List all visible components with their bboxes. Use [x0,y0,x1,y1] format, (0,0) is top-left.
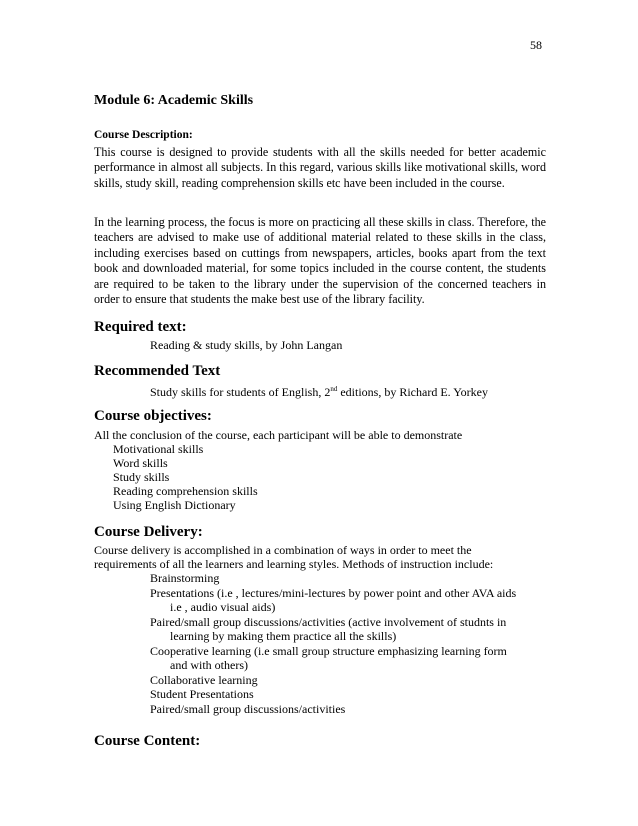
module-title: Module 6: Academic Skills [94,93,254,108]
objective-item: Study skills [113,470,170,484]
delivery-item: Cooperative learning (i.e small group structure emphasizing learning form [150,644,507,658]
recommended-text-heading: Recommended Text [94,363,221,379]
delivery-item: Paired/small group discussions/activities [150,702,346,716]
required-text-heading: Required text: [94,319,187,335]
course-content-heading: Course Content: [94,733,201,749]
objective-item: Using English Dictionary [113,498,236,512]
objective-item: Reading comprehension skills [113,484,258,498]
course-delivery-intro-line-2: requirements of all the learners and learning styles. Methods of instruction include: [94,557,494,571]
objective-item: Word skills [113,456,168,470]
delivery-item: Brainstorming [150,571,220,585]
page-number: 58 [530,38,542,52]
delivery-item: Presentations (i.e , lectures/mini-lectures by power point and other AVA aids [150,586,517,600]
delivery-item-continuation: i.e , audio visual aids) [170,600,276,614]
course-objectives-heading: Course objectives: [94,408,212,424]
course-description-label: Course Description: [94,129,193,141]
required-text-item: Reading & study skills, by John Langan [150,338,343,352]
delivery-item: Student Presentations [150,687,254,701]
recommended-text-item-rest: editions, by Richard E. Yorkey [337,385,488,399]
recommended-text-item-main: Study skills for students of English, 2 [150,385,331,399]
recommended-text-item [150,382,488,400]
delivery-item: Collaborative learning [150,673,258,687]
delivery-item-continuation: and with others) [170,658,248,672]
course-objectives-intro: All the conclusion of the course, each participant will be able to demonstrate [94,428,463,442]
delivery-item: Paired/small group discussions/activities (active involvement of studnts in [150,615,507,629]
course-description-paragraph-1: This course is designed to provide students with all the skills needed for better academic performance in almost all subjects. In this regard, various skills like motivational skills, word skills, study skill, reading comprehension skills etc have been included in the course. [94,145,546,190]
objective-item: Motivational skills [113,442,204,456]
recommended-text-item-sup: nd [330,385,338,393]
course-delivery-heading: Course Delivery: [94,524,203,540]
course-delivery-intro-line-1: Course delivery is accomplished in a combination of ways in order to meet the [94,543,472,557]
course-description-paragraph-2: In the learning process, the focus is more on practicing all these skills in class. Therefore, the teachers are advised to make use of additional material related to these skills in the class, including exercises based on cuttings from newspapers, articles, books apart from the text book and downloaded material, for some topics included in the course content, the students are required to be taken to the library under the supervision of the concerned teachers in order to ensure that students the make best use of the library facility. [94,215,546,307]
delivery-item-continuation: learning by making them practice all the skills) [170,629,397,643]
